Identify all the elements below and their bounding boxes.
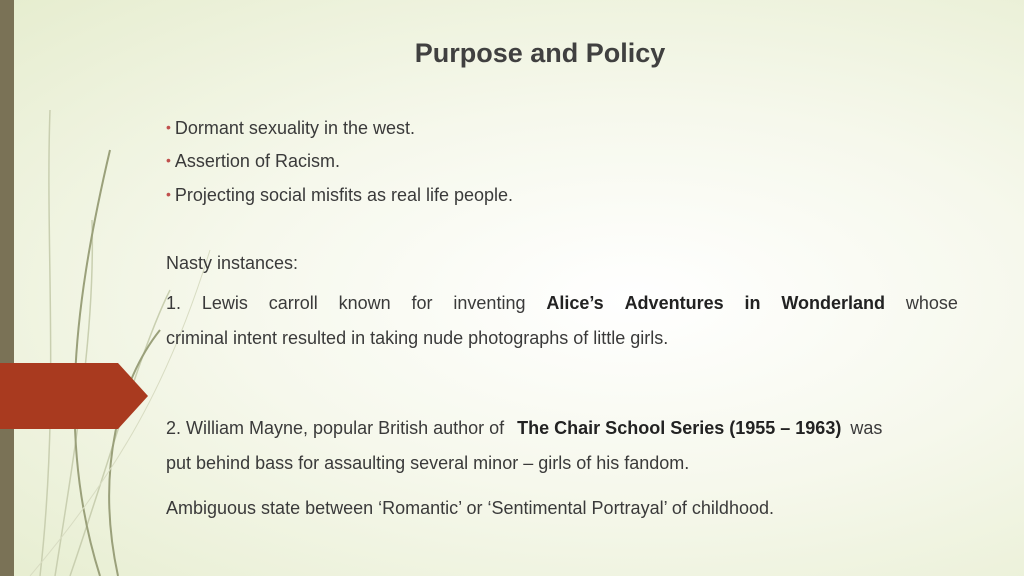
- book-title: The Chair School Series (1955 – 1963): [517, 418, 842, 438]
- instances-heading: Nasty instances:: [166, 253, 299, 273]
- word: known: [338, 293, 391, 313]
- bullet-text: Assertion of Racism.: [174, 151, 340, 171]
- word: 1.: [166, 293, 182, 313]
- word: carroll: [268, 293, 318, 313]
- bullet-dot-icon: •: [166, 119, 171, 135]
- word: Lewis: [201, 293, 248, 313]
- bullet-item: [166, 151, 340, 172]
- slide-title: Purpose and Policy: [414, 38, 666, 68]
- instance-2-line-1: [166, 418, 882, 439]
- instance-2-lead: 2. William Mayne, popular British author of: [166, 418, 505, 438]
- book-title-word: Wonderland: [781, 293, 885, 313]
- word: whose: [905, 293, 958, 313]
- book-title-word: in: [744, 293, 761, 313]
- instance-1-line-1: [166, 293, 958, 314]
- instance-2-line-2: put behind bass for assaulting several minor – girls of his fandom.: [166, 453, 690, 473]
- bullet-text: Dormant sexuality in the west.: [174, 118, 416, 138]
- bullet-item: [166, 118, 415, 139]
- instance-1-line-2: criminal intent resulted in taking nude photographs of little girls.: [166, 328, 669, 348]
- word: inventing: [453, 293, 526, 313]
- bullet-item: [166, 185, 513, 206]
- bullet-dot-icon: •: [166, 186, 171, 202]
- closing-statement: Ambiguous state between ‘Romantic’ or ‘Sentimental Portrayal’ of childhood.: [166, 498, 774, 518]
- instance-2-tail: was: [850, 418, 883, 438]
- word: for: [411, 293, 433, 313]
- bullet-dot-icon: •: [166, 152, 171, 168]
- red-arrow-banner: [0, 363, 148, 429]
- book-title-word: Alice’s: [546, 293, 604, 313]
- book-title-word: Adventures: [624, 293, 724, 313]
- bullet-text: Projecting social misfits as real life people.: [174, 185, 514, 205]
